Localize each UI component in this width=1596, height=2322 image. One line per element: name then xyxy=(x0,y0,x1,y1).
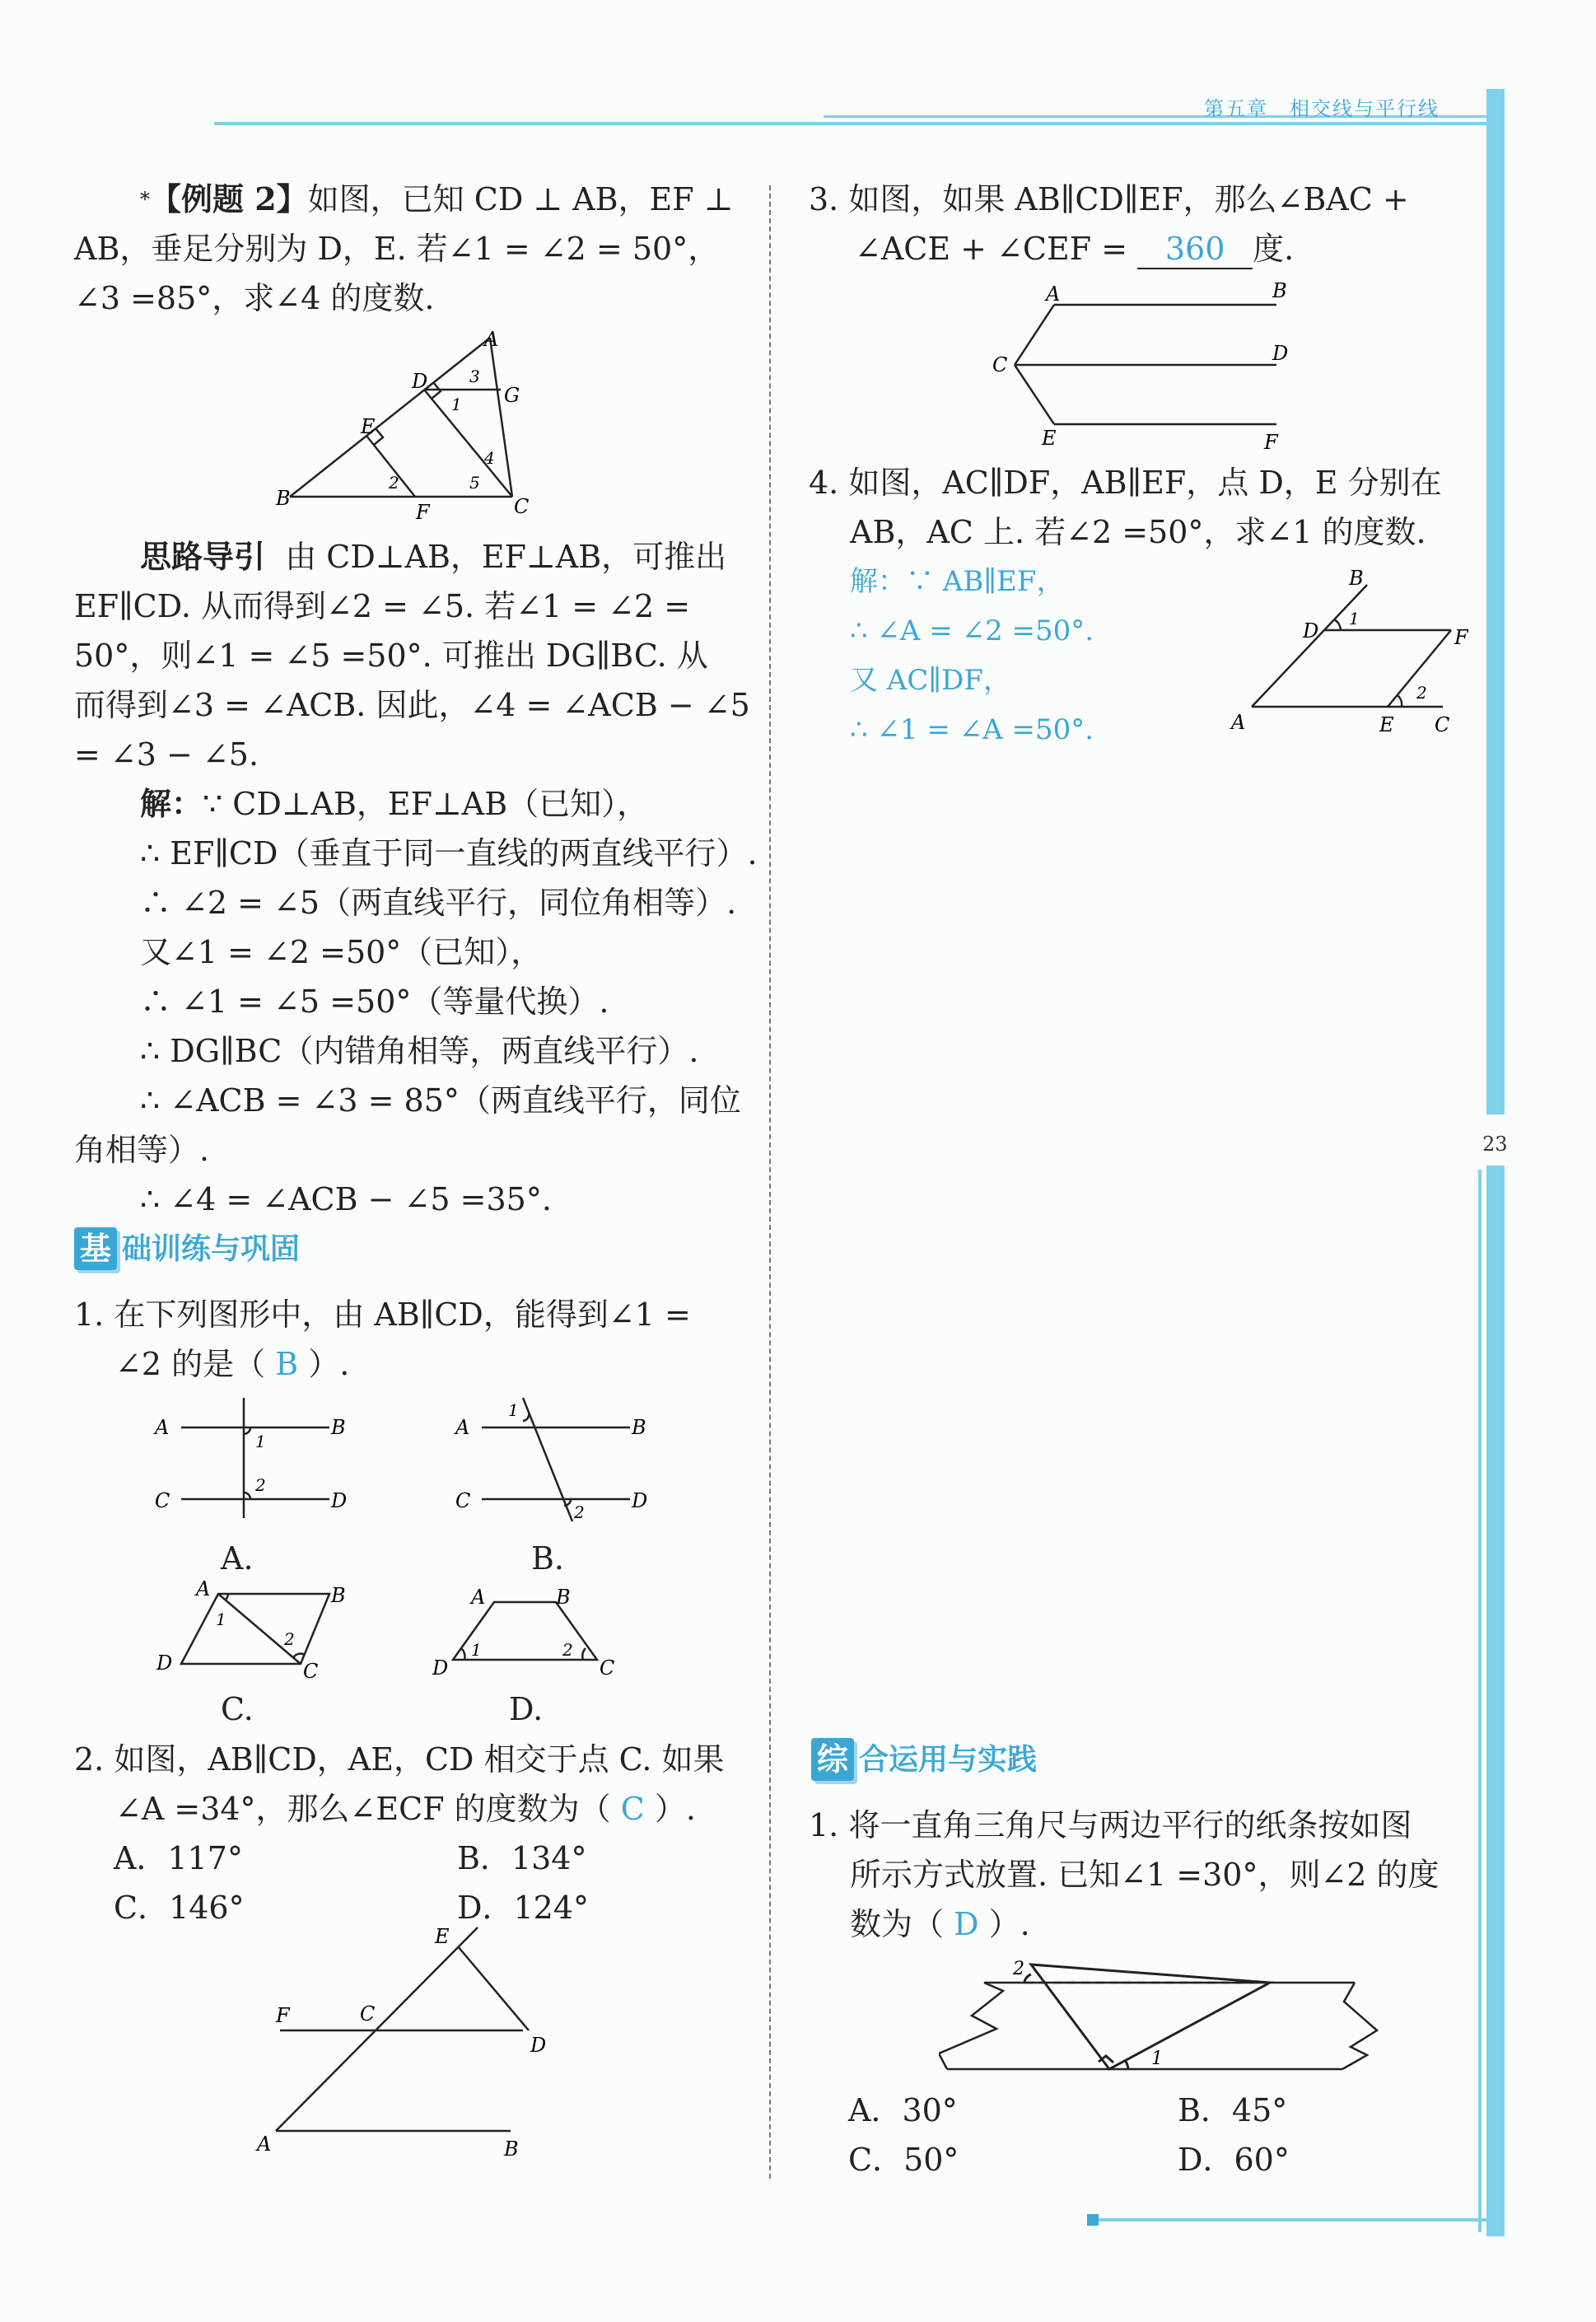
q3-answer: 360 xyxy=(1137,230,1253,269)
example2-line-1 xyxy=(140,175,733,224)
fig-label: C xyxy=(600,1656,615,1680)
fig-label: B xyxy=(276,487,291,510)
fig-label: A xyxy=(196,1577,211,1600)
fig-label: 1 xyxy=(216,1610,226,1629)
solution-line-8: 角相等）. xyxy=(74,1132,210,1168)
fig-label: 1 xyxy=(255,1432,266,1451)
fig-label: A xyxy=(257,2133,272,2156)
fig-label: 5 xyxy=(469,473,480,493)
fig-label: 1 xyxy=(508,1400,519,1420)
fig-label: C xyxy=(1435,713,1450,736)
q4-line-2: AB，AC 上. 若∠2 =50°，求∠1 的度数. xyxy=(850,514,1426,550)
fig-label: B xyxy=(504,2137,519,2161)
q4-answer-4: ∴ ∠1 = ∠A =50°. xyxy=(850,713,1094,746)
example2-line-3: ∠3 =85°，求∠4 的度数. xyxy=(74,280,435,316)
q4-answer-2: ∴ ∠A = ∠2 =50°. xyxy=(850,614,1094,647)
footer-rule xyxy=(1095,2218,1486,2222)
q5-close: ）. xyxy=(988,1906,1030,1942)
q4-answer-1: 解：∵ AB∥EF， xyxy=(850,565,1065,598)
fig-label: A xyxy=(484,328,499,351)
solution-line-5: ∴ ∠1 = ∠5 =50°（等量代换）. xyxy=(140,983,609,1020)
q4-answer-3: 又 AC∥DF， xyxy=(850,664,1011,697)
fig-label: 2 xyxy=(574,1502,585,1522)
example2-line-2: AB，垂足分别为 D，E. 若∠1 = ∠2 = 50°， xyxy=(74,231,720,267)
fig-label: D xyxy=(432,1656,449,1680)
example-text-1: 如图，已知 CD ⊥ AB，EF ⊥ xyxy=(307,181,734,217)
fig-label: F xyxy=(416,501,430,524)
fig-label: B xyxy=(1349,567,1364,590)
hint-line-3: 50°，则∠1 = ∠5 =50°. 可推出 DG∥BC. 从 xyxy=(74,638,708,674)
fig-label: E xyxy=(361,415,376,438)
footer-square xyxy=(1087,2214,1099,2226)
fig-label: B xyxy=(556,1586,571,1609)
q1-option-c: C. xyxy=(221,1691,254,1727)
q4-line-1: 4. 如图，AC∥DF，AB∥EF，点 D，E 分别在 xyxy=(809,465,1442,501)
fig-label: D xyxy=(412,370,428,393)
section-basic-header xyxy=(74,1227,300,1270)
fig-label: F xyxy=(1264,431,1278,454)
q3-line-2 xyxy=(855,224,1294,273)
q2-option-d: D．124° xyxy=(457,1890,589,1926)
q2-text-2: ∠A =34°，那么∠ECF 的度数为（ xyxy=(115,1791,611,1827)
fig-label: G xyxy=(504,384,520,407)
q3-figure xyxy=(980,276,1309,457)
q5-option-b: B．45° xyxy=(1178,2092,1288,2128)
hint-line-2: EF∥CD. 从而得到∠2 = ∠5. 若∠1 = ∠2 = xyxy=(74,588,691,624)
fig-label: B xyxy=(632,1416,646,1439)
q1-figure-c xyxy=(148,1577,362,1684)
fig-label: C xyxy=(992,353,1008,376)
q1-line-2 xyxy=(115,1339,349,1389)
fig-label: 2 xyxy=(284,1629,295,1649)
fig-label: A xyxy=(155,1416,170,1439)
fig-label: D xyxy=(632,1489,648,1512)
q1-option-b: B. xyxy=(531,1540,565,1577)
q2-line-2 xyxy=(115,1784,696,1834)
fig-label: A xyxy=(471,1586,486,1609)
q2-answer: C xyxy=(620,1791,645,1827)
fig-label: C xyxy=(514,495,530,518)
fig-label: D xyxy=(1272,342,1289,365)
q2-option-b: B．134° xyxy=(457,1840,587,1876)
q3-suffix: 度. xyxy=(1253,231,1295,267)
header-rule xyxy=(214,122,1486,125)
page-side-inner xyxy=(1478,1170,1482,2232)
fig-label: 4 xyxy=(484,448,495,468)
solution-line-6: ∴ DG∥BC（内错角相等，两直线平行）. xyxy=(140,1033,699,1069)
page-side-bar-bottom xyxy=(1486,1166,1505,2236)
fig-label: C xyxy=(360,2002,376,2025)
fig-label: 2 xyxy=(389,473,399,493)
solution-label: 解： xyxy=(140,785,203,822)
fig-label: 2 xyxy=(1416,683,1427,703)
q5-line-2: 所示方式放置. 已知∠1 =30°，则∠2 的度 xyxy=(850,1857,1440,1893)
fig-label: C xyxy=(455,1489,471,1512)
q3-line-1: 3. 如图，如果 AB∥CD∥EF，那么∠BAC + xyxy=(809,181,1409,217)
fig-label: B xyxy=(331,1416,346,1439)
solution-line-9: ∴ ∠4 = ∠ACB − ∠5 =35°. xyxy=(140,1181,552,1217)
fig-label: D xyxy=(156,1652,173,1675)
q2-close: ）. xyxy=(654,1791,697,1827)
q5-option-c: C．50° xyxy=(848,2142,959,2178)
fig-label: 1 xyxy=(451,395,462,414)
example-label: 【例题 2】 xyxy=(150,180,308,217)
fig-label: A xyxy=(1046,283,1061,306)
q3-text-2: ∠ACE + ∠CEF = xyxy=(855,231,1128,267)
section-basic-title: 础训练与巩固 xyxy=(122,1231,301,1266)
fig-label: A xyxy=(1231,711,1246,734)
hint-line-5: = ∠3 − ∠5. xyxy=(74,736,259,773)
example-star: * xyxy=(140,188,150,211)
q1-line-1: 1. 在下列图形中，由 AB∥CD，能得到∠1 = xyxy=(74,1296,691,1333)
q1-figure-d xyxy=(428,1577,642,1684)
q5-answer: D xyxy=(954,1906,979,1942)
fig-label: D xyxy=(530,2034,547,2057)
q2-line-1: 2. 如图，AB∥CD，AE，CD 相交于点 C. 如果 xyxy=(74,1741,725,1778)
q1-option-d: D. xyxy=(509,1691,544,1727)
q1-close: ）. xyxy=(308,1346,350,1382)
solution-text-1: ∵ CD⊥AB，EF⊥AB（已知）， xyxy=(203,786,649,822)
solution-line-7: ∴ ∠ACB = ∠3 = 85°（两直线平行，同位 xyxy=(140,1082,741,1119)
fig-label: 1 xyxy=(1151,2049,1163,2069)
q2-option-c: C．146° xyxy=(114,1890,245,1926)
q1-figure-a xyxy=(148,1388,362,1524)
hint-label: 思路导引 xyxy=(140,538,266,575)
example2-figure xyxy=(272,328,544,526)
section-comp-header xyxy=(811,1738,1037,1781)
section-comp-box: 综 xyxy=(811,1738,854,1781)
q5-option-a: A．30° xyxy=(848,2092,958,2128)
fig-label: E xyxy=(435,1925,450,1948)
fig-label: D xyxy=(331,1489,348,1512)
hint-text-1: 由 CD⊥AB，EF⊥AB，可推出 xyxy=(285,539,727,575)
q5-line-1: 1. 将一直角三角尺与两边平行的纸条按如图 xyxy=(809,1807,1412,1843)
fig-label: 1 xyxy=(1349,609,1360,628)
fig-label: C xyxy=(155,1489,170,1512)
fig-label: A xyxy=(455,1416,470,1439)
hint-line-4: 而得到∠3 = ∠ACB. 因此，∠4 = ∠ACB − ∠5 xyxy=(74,687,750,723)
q1-figure-b xyxy=(449,1388,663,1524)
q1-answer: B xyxy=(275,1346,299,1382)
hint-line-1 xyxy=(140,532,726,582)
section-comp-title: 合运用与实践 xyxy=(859,1742,1038,1777)
solution-line-2: ∴ EF∥CD（垂直于同一直线的两直线平行）. xyxy=(140,835,758,871)
q5-option-d: D．60° xyxy=(1178,2142,1290,2178)
fig-label: C xyxy=(303,1660,319,1683)
page-number: 23 xyxy=(1482,1133,1508,1156)
fig-label: 2 xyxy=(562,1640,573,1660)
fig-label: 2 xyxy=(1013,1959,1024,1979)
fig-label: B xyxy=(1272,279,1287,302)
q1-option-a: A. xyxy=(221,1540,254,1577)
q2-figure xyxy=(247,1923,560,2170)
solution-line-1 xyxy=(140,779,648,829)
column-divider xyxy=(769,185,771,2179)
fig-label: E xyxy=(1379,713,1394,736)
q1-text-2: ∠2 的是（ xyxy=(115,1346,266,1382)
q4-figure xyxy=(1227,560,1491,750)
fig-label: D xyxy=(1303,619,1319,642)
fig-label: 3 xyxy=(469,367,480,386)
q2-option-a: A．117° xyxy=(114,1840,243,1876)
fig-label: F xyxy=(276,2004,290,2027)
fig-label: 1 xyxy=(471,1640,482,1660)
fig-label: E xyxy=(1042,427,1057,450)
solution-line-4: 又∠1 = ∠2 =50°（已知）， xyxy=(140,934,543,970)
chapter-title: 第五章 相交线与平行线 xyxy=(1204,97,1440,120)
q5-text-3: 数为（ xyxy=(850,1906,945,1942)
solution-line-3: ∴ ∠2 = ∠5（两直线平行，同位角相等）. xyxy=(140,885,737,921)
fig-label: B xyxy=(331,1584,346,1607)
q5-figure xyxy=(939,1940,1400,2092)
section-basic-box: 基 xyxy=(74,1227,117,1270)
fig-label: F xyxy=(1454,626,1468,649)
fig-label: 2 xyxy=(255,1475,266,1495)
